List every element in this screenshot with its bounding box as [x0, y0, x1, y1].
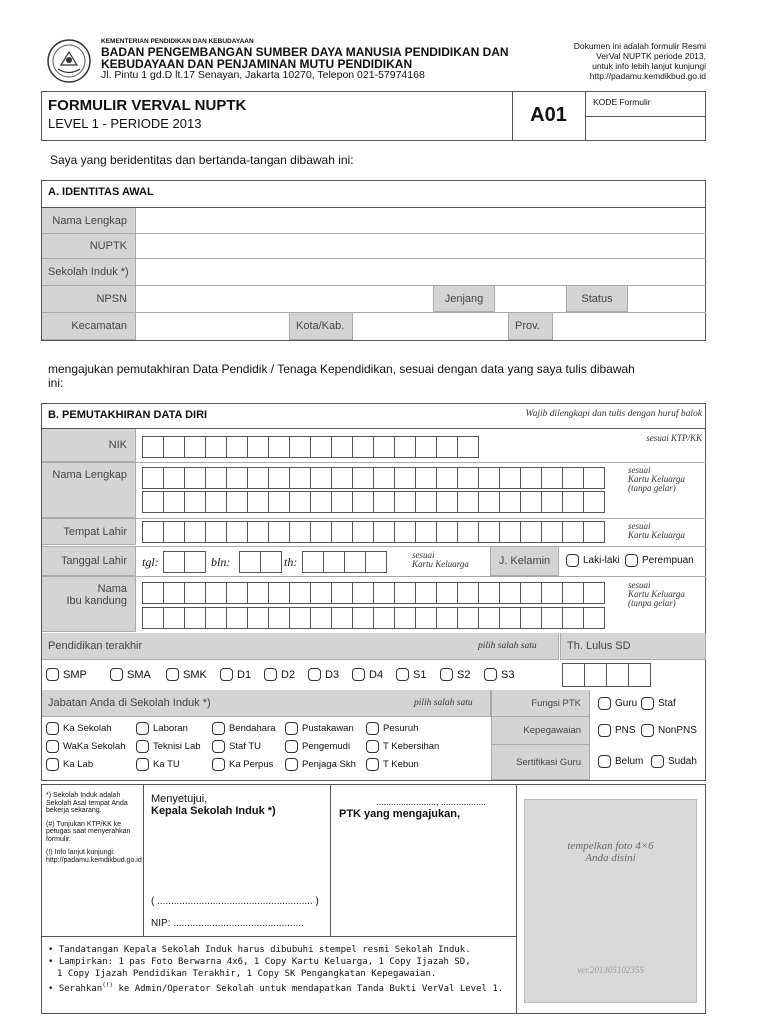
char-box[interactable]	[163, 467, 185, 489]
radio-jabatan-ka-sekolah[interactable]: Ka Sekolah	[46, 722, 112, 735]
char-box[interactable]	[142, 582, 164, 604]
radio-icon	[484, 668, 497, 681]
radio-nonpns[interactable]: NonPNS	[641, 724, 697, 737]
char-box[interactable]	[289, 467, 311, 489]
char-box[interactable]	[205, 607, 227, 629]
char-box[interactable]	[247, 436, 269, 458]
char-box[interactable]	[478, 467, 500, 489]
char-box[interactable]	[310, 582, 332, 604]
char-box[interactable]	[394, 607, 416, 629]
radio-pendidikan-d4[interactable]: D4	[352, 668, 383, 681]
radio-icon	[641, 697, 654, 710]
label-status: Status	[566, 286, 628, 312]
char-box[interactable]	[562, 582, 584, 604]
char-box[interactable]	[583, 467, 605, 489]
char-box[interactable]	[247, 521, 269, 543]
char-box[interactable]	[289, 521, 311, 543]
radio-icon	[566, 554, 579, 567]
char-box[interactable]	[310, 436, 332, 458]
radio-jabatan-t-kebersihan[interactable]: T Kebersihan	[366, 740, 439, 753]
version-label: ver.201305102355	[577, 965, 644, 975]
input-jenjang[interactable]	[496, 287, 566, 312]
char-box[interactable]	[268, 436, 290, 458]
radio-icon	[212, 740, 225, 753]
tgl-label: tgl:	[142, 555, 159, 569]
char-box[interactable]	[163, 521, 185, 543]
radio-icon	[46, 668, 59, 681]
char-box[interactable]	[163, 551, 185, 573]
char-box[interactable]	[184, 582, 206, 604]
char-box[interactable]	[457, 491, 479, 513]
radio-jabatan-ka-tu[interactable]: Ka TU	[136, 758, 180, 771]
char-box[interactable]	[289, 491, 311, 513]
radio-perempuan[interactable]: Perempuan	[625, 554, 694, 567]
label-nuptk: NUPTK	[42, 234, 136, 259]
radio-jabatan-staf-tu[interactable]: Staf TU	[212, 740, 261, 753]
ibu-note: sesuai Kartu Keluarga (tanpa gelar)	[628, 580, 685, 608]
radio-icon	[46, 740, 59, 753]
label-kecamatan: Kecamatan	[42, 313, 136, 340]
char-box[interactable]	[415, 467, 437, 489]
radio-icon	[366, 722, 379, 735]
nik-note: sesuai KTP/KK	[646, 433, 702, 443]
radio-icon	[641, 724, 654, 737]
char-box[interactable]	[331, 436, 353, 458]
radio-jabatan-teknisi-lab[interactable]: Teknisi Lab	[136, 740, 201, 753]
radio-jabatan-ka-lab[interactable]: Ka Lab	[46, 758, 93, 771]
char-box[interactable]	[226, 491, 248, 513]
char-box[interactable]	[520, 607, 542, 629]
char-box[interactable]	[247, 607, 269, 629]
char-box[interactable]	[184, 551, 206, 573]
char-box[interactable]	[415, 582, 437, 604]
radio-jabatan-ka-perpus[interactable]: Ka Perpus	[212, 758, 273, 771]
radio-pendidikan-s3[interactable]: S3	[484, 668, 514, 681]
char-box[interactable]	[499, 607, 521, 629]
char-box[interactable]	[541, 521, 563, 543]
char-box[interactable]	[142, 607, 164, 629]
radio-icon	[352, 668, 365, 681]
radio-pendidikan-d1[interactable]: D1	[220, 668, 251, 681]
radio-icon	[366, 758, 379, 771]
radio-pendidikan-s1[interactable]: S1	[396, 668, 426, 681]
char-box[interactable]	[499, 582, 521, 604]
char-box[interactable]	[163, 607, 185, 629]
char-box[interactable]	[331, 491, 353, 513]
char-box[interactable]	[268, 582, 290, 604]
section-a-title: A. IDENTITAS AWAL	[48, 186, 154, 198]
radio-jabatan-pustakawan[interactable]: Pustakawan	[285, 722, 354, 735]
form-subtitle: LEVEL 1 - PERIODE 2013	[48, 116, 202, 131]
label-npsn: NPSN	[42, 286, 136, 313]
ptk-label: PTK yang mengajukan,	[339, 808, 461, 820]
kepala-nip-line[interactable]: NIP: ...............................................	[151, 918, 304, 929]
radio-icon	[212, 758, 225, 771]
ministry-logo-icon	[46, 38, 92, 84]
char-box[interactable]	[205, 491, 227, 513]
char-box[interactable]	[289, 582, 311, 604]
radio-icon	[46, 758, 59, 771]
agency-address: Jl. Pintu 1 gd.D lt.17 Senayan, Jakarta 10270, Telepon 021-57974168	[101, 69, 425, 81]
radio-pendidikan-d2[interactable]: D2	[264, 668, 295, 681]
input-prov[interactable]	[554, 314, 705, 340]
char-box[interactable]	[205, 436, 227, 458]
char-box[interactable]	[373, 607, 395, 629]
char-box[interactable]	[457, 582, 479, 604]
jabatan-note: pilih salah satu	[414, 698, 473, 708]
radio-icon	[285, 722, 298, 735]
char-box[interactable]	[373, 436, 395, 458]
label-th-lulus-sd: Th. Lulus SD	[560, 633, 706, 660]
char-box[interactable]	[184, 436, 206, 458]
label-ibu-kandung: Nama Ibu kandung	[42, 577, 136, 632]
label-tanggal-lahir: Tanggal Lahir	[42, 547, 136, 576]
radio-icon	[598, 755, 611, 768]
char-box[interactable]	[562, 491, 584, 513]
char-box[interactable]	[163, 436, 185, 458]
label-sekolah-induk: Sekolah Induk *)	[42, 259, 136, 286]
char-box[interactable]	[268, 607, 290, 629]
char-box[interactable]	[310, 521, 332, 543]
label-kepegawaian: Kepegawaian	[491, 717, 590, 745]
char-box[interactable]	[562, 607, 584, 629]
label-jenis-kelamin: J. Kelamin	[490, 547, 559, 576]
input-nuptk[interactable]	[137, 235, 705, 258]
char-box[interactable]	[331, 521, 353, 543]
radio-icon	[598, 697, 611, 710]
form-code: A01	[530, 104, 567, 126]
radio-icon	[396, 668, 409, 681]
char-box[interactable]	[394, 521, 416, 543]
char-box[interactable]	[499, 491, 521, 513]
char-box[interactable]	[142, 467, 164, 489]
char-box[interactable]	[352, 582, 374, 604]
input-npsn[interactable]	[137, 287, 433, 312]
instructions-list: • Tandatangan Kepala Sekolah Induk harus dibubuhi stempel resmi Sekolah Induk. • Lampirkan: 1 pas Foto Berwarna 4x6, 1 Copy Kartu Keluarga, 1 Copy Ijazah SD, 1 Copy Ijazah Pendidikan Terakhir, 1 Copy SK Pengangkatan Kepegawaian. • Serahkan(!) ke Admin/Operator Sekolah untuk mendapatkan Tanda Bukti VerVal Level 1.	[48, 945, 504, 994]
char-box[interactable]	[310, 467, 332, 489]
char-box[interactable]	[226, 607, 248, 629]
char-box[interactable]	[520, 491, 542, 513]
char-box[interactable]	[478, 582, 500, 604]
char-box[interactable]	[499, 521, 521, 543]
char-box[interactable]	[239, 551, 261, 573]
char-box[interactable]	[163, 582, 185, 604]
char-box[interactable]	[268, 491, 290, 513]
footnotes: *) Sekolah Induk adalah Sekolah Asal tempat Anda bekerja sekarang. (#) Tunjukan KTP/KK ke petugas saat menyerahkan formulir. (!) Info lanjut kunjungi: http://padamu.kemdikbud.go.id	[46, 792, 142, 864]
char-box[interactable]	[583, 607, 605, 629]
char-box[interactable]	[289, 436, 311, 458]
char-box[interactable]	[344, 551, 366, 573]
label-tempat-lahir: Tempat Lahir	[42, 519, 136, 545]
char-box[interactable]	[436, 491, 458, 513]
char-box[interactable]	[436, 582, 458, 604]
radio-icon	[136, 740, 149, 753]
char-box[interactable]	[142, 521, 164, 543]
char-box[interactable]	[226, 467, 248, 489]
input-kota[interactable]	[354, 314, 508, 340]
char-box[interactable]	[583, 582, 605, 604]
radio-laki-laki[interactable]: Laki-laki	[566, 554, 620, 567]
char-box[interactable]	[541, 467, 563, 489]
date-line[interactable]: ........................, ..................	[376, 797, 487, 807]
radio-icon	[651, 755, 664, 768]
char-box[interactable]	[562, 467, 584, 489]
char-box[interactable]	[478, 491, 500, 513]
radio-icon	[136, 722, 149, 735]
radio-belum[interactable]: Belum	[598, 755, 643, 768]
radio-jabatan-pesuruh[interactable]: Pesuruh	[366, 722, 418, 735]
radio-icon	[166, 668, 179, 681]
tempat-note: sesuai Kartu Keluarga	[628, 521, 685, 540]
char-box[interactable]	[436, 436, 458, 458]
char-box[interactable]	[247, 467, 269, 489]
radio-jabatan-penjaga-skh[interactable]: Penjaga Skh	[285, 758, 356, 771]
char-box[interactable]	[142, 436, 164, 458]
char-box[interactable]	[247, 582, 269, 604]
menyetujui-label: Menyetujui,	[151, 793, 208, 805]
char-box[interactable]	[541, 491, 563, 513]
char-box[interactable]	[302, 551, 324, 573]
radio-icon	[440, 668, 453, 681]
radio-pendidikan-smk[interactable]: SMK	[166, 668, 207, 681]
radio-guru[interactable]: Guru	[598, 697, 637, 710]
char-box[interactable]	[520, 582, 542, 604]
header-note: Dokumen ini adalah formulir Resmi VerVal NUPTK periode 2013, untuk info lebih lanjut kunjungi http://padamu.kemdikbud.go.id	[573, 41, 706, 81]
char-box[interactable]	[457, 436, 479, 458]
form-title: FORMULIR VERVAL NUPTK	[48, 97, 247, 114]
char-box[interactable]	[226, 436, 248, 458]
char-box[interactable]	[394, 491, 416, 513]
char-box[interactable]	[457, 607, 479, 629]
input-sekolah-induk[interactable]	[137, 260, 705, 285]
request-text: mengajukan pemutakhiran Data Pendidik / Tenaga Kependidikan, sesuai dengan data yang saya tulis dibawah ini:	[48, 362, 635, 390]
char-box[interactable]	[373, 582, 395, 604]
char-box[interactable]	[331, 467, 353, 489]
char-box[interactable]	[415, 521, 437, 543]
char-box[interactable]	[584, 663, 607, 687]
char-box[interactable]	[352, 521, 374, 543]
radio-pendidikan-sma[interactable]: SMA	[110, 668, 151, 681]
char-box[interactable]	[260, 551, 282, 573]
char-box[interactable]	[541, 607, 563, 629]
char-box[interactable]	[331, 607, 353, 629]
radio-jabatan-pengemudi[interactable]: Pengemudi	[285, 740, 350, 753]
char-box[interactable]	[541, 582, 563, 604]
section-b-note: Wajib dilengkapi dan tulis dengan huruf balok	[525, 409, 702, 419]
label-fungsi-ptk: Fungsi PTK	[491, 690, 590, 717]
char-box[interactable]	[205, 582, 227, 604]
radio-jabatan-waka-sekolah[interactable]: WaKa Sekolah	[46, 740, 126, 753]
char-box[interactable]	[436, 521, 458, 543]
char-box[interactable]	[415, 436, 437, 458]
radio-icon	[366, 740, 379, 753]
char-box[interactable]	[205, 467, 227, 489]
char-box[interactable]	[583, 521, 605, 543]
radio-icon	[285, 758, 298, 771]
nama-note: sesuai Kartu Keluarga (tanpa gelar)	[628, 465, 685, 493]
char-box[interactable]	[310, 607, 332, 629]
pendidikan-note: pilih salah satu	[478, 641, 537, 651]
char-box[interactable]	[226, 582, 248, 604]
section-b-title: B. PEMUTAKHIRAN DATA DIRI	[48, 409, 208, 421]
char-box[interactable]	[289, 607, 311, 629]
radio-icon	[264, 668, 277, 681]
kepala-sekolah-label: Kepala Sekolah Induk *)	[151, 805, 276, 817]
char-box[interactable]	[268, 521, 290, 543]
char-box[interactable]	[520, 521, 542, 543]
radio-icon	[46, 722, 59, 735]
input-nama-lengkap[interactable]	[137, 209, 705, 233]
char-box[interactable]	[373, 521, 395, 543]
photo-instruction: tempelkan foto 4×6 Anda disini	[567, 840, 654, 864]
radio-pns[interactable]: PNS	[598, 724, 636, 737]
char-box[interactable]	[365, 551, 387, 573]
radio-pendidikan-smp[interactable]: SMP	[46, 668, 87, 681]
char-box[interactable]	[457, 521, 479, 543]
ministry-name: KEMENTERIAN PENDIDIKAN DAN KEBUDAYAAN	[101, 38, 254, 45]
agency-line2: KEBUDAYAAN DAN PENJAMINAN MUTU PENDIDIKAN	[101, 57, 413, 71]
agency-line1: BADAN PENGEMBANGAN SUMBER DAYA MANUSIA PENDIDIKAN DAN	[101, 45, 509, 59]
char-box[interactable]	[583, 491, 605, 513]
radio-jabatan-t-kebun[interactable]: T Kebun	[366, 758, 419, 771]
char-box[interactable]	[457, 467, 479, 489]
radio-jabatan-bendahara[interactable]: Bendahara	[212, 722, 275, 735]
input-kecamatan[interactable]	[137, 314, 289, 340]
radio-icon	[136, 758, 149, 771]
char-box[interactable]	[268, 467, 290, 489]
char-box[interactable]	[562, 663, 585, 687]
char-box[interactable]	[520, 467, 542, 489]
label-jenjang: Jenjang	[433, 286, 495, 312]
char-box[interactable]	[352, 467, 374, 489]
label-jabatan: Jabatan Anda di Sekolah Induk *)	[42, 690, 491, 717]
char-box[interactable]	[562, 521, 584, 543]
form-code-label: KODE Formulir	[593, 97, 651, 107]
radio-pendidikan-s2[interactable]: S2	[440, 668, 470, 681]
char-box[interactable]	[184, 607, 206, 629]
char-box[interactable]	[163, 491, 185, 513]
radio-icon	[625, 554, 638, 567]
radio-sudah[interactable]: Sudah	[651, 755, 697, 768]
char-box[interactable]	[184, 521, 206, 543]
radio-jabatan-laboran[interactable]: Laboran	[136, 722, 188, 735]
char-box[interactable]	[499, 467, 521, 489]
char-box[interactable]	[394, 582, 416, 604]
char-box[interactable]	[415, 491, 437, 513]
th-label: th:	[284, 555, 298, 569]
tgl-note: sesuai Kartu Keluarga	[412, 550, 469, 569]
char-box[interactable]	[415, 607, 437, 629]
char-box[interactable]	[628, 663, 651, 687]
char-box[interactable]	[394, 436, 416, 458]
char-box[interactable]	[606, 663, 629, 687]
char-box[interactable]	[373, 491, 395, 513]
char-box[interactable]	[436, 607, 458, 629]
radio-icon	[308, 668, 321, 681]
label-pendidikan: Pendidikan terakhir	[42, 633, 559, 660]
char-box[interactable]	[352, 436, 374, 458]
radio-icon	[110, 668, 123, 681]
label-kota: Kota/Kab.	[289, 313, 353, 340]
bln-label: bln:	[211, 555, 231, 569]
char-box[interactable]	[184, 491, 206, 513]
radio-staf[interactable]: Staf	[641, 697, 676, 710]
char-box[interactable]	[226, 521, 248, 543]
char-box[interactable]	[478, 607, 500, 629]
radio-icon	[598, 724, 611, 737]
char-box[interactable]	[323, 551, 345, 573]
radio-pendidikan-d3[interactable]: D3	[308, 668, 339, 681]
radio-icon	[285, 740, 298, 753]
kepala-signature-line[interactable]: ( ........................................................ )	[151, 896, 319, 907]
char-box[interactable]	[247, 491, 269, 513]
radio-icon	[212, 722, 225, 735]
char-box[interactable]	[184, 467, 206, 489]
char-box[interactable]	[142, 491, 164, 513]
label-nama-lengkap: Nama Lengkap	[42, 208, 136, 234]
intro-text: Saya yang beridentitas dan bertanda-tangan dibawah ini:	[50, 153, 354, 167]
char-box[interactable]	[373, 467, 395, 489]
char-box[interactable]	[394, 467, 416, 489]
label-nama-lengkap-b: Nama Lengkap	[42, 463, 136, 518]
char-box[interactable]	[310, 491, 332, 513]
label-prov: Prov.	[508, 313, 553, 340]
input-status[interactable]	[629, 287, 705, 312]
char-box[interactable]	[205, 521, 227, 543]
char-box[interactable]	[478, 521, 500, 543]
char-box[interactable]	[352, 491, 374, 513]
char-box[interactable]	[436, 467, 458, 489]
radio-icon	[220, 668, 233, 681]
char-box[interactable]	[331, 582, 353, 604]
char-box[interactable]	[352, 607, 374, 629]
label-nik: NIK	[42, 429, 136, 462]
label-sertifikasi: Sertifikasi Guru	[491, 745, 590, 780]
